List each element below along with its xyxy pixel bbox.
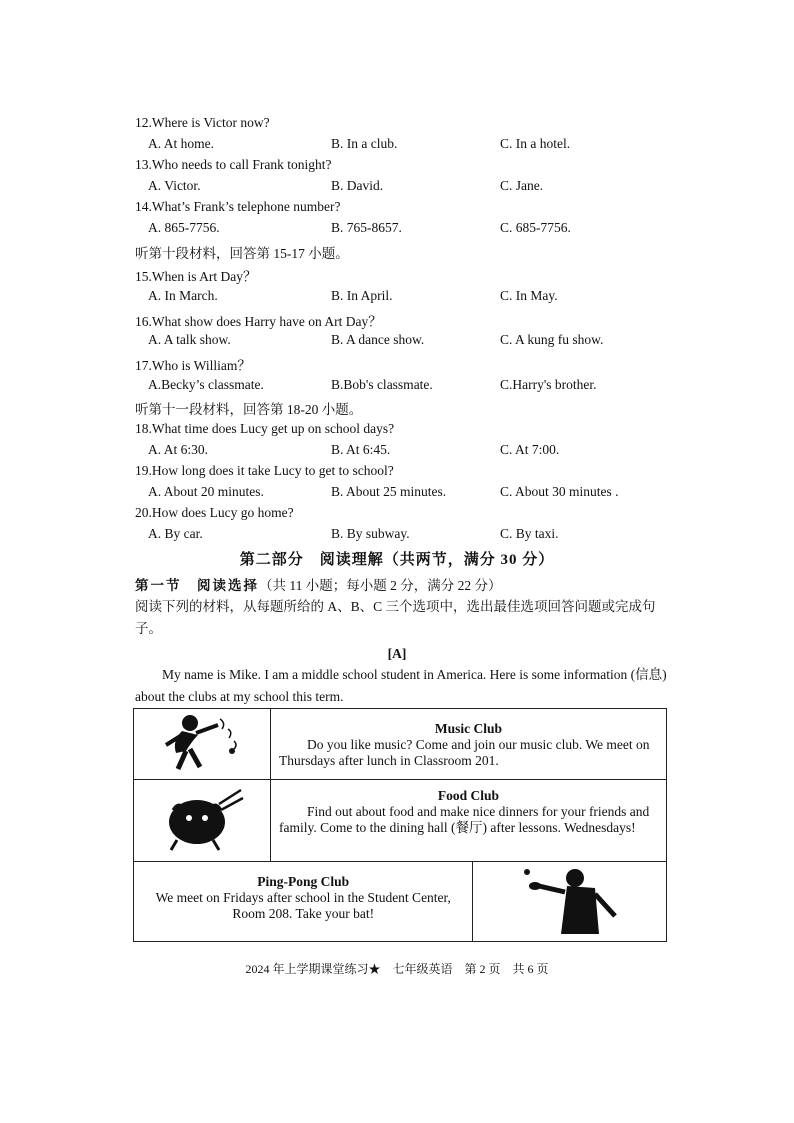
question-19: 19.How long does it take Lucy to get to school? [135, 463, 394, 478]
question-14: 14.What’s Frank’s telephone number? [135, 199, 341, 214]
clubs-table [133, 708, 667, 942]
food-club-image-cell [134, 780, 271, 862]
question-16: 16.What show does Harry have on Art Day？ [135, 314, 382, 329]
question-15: 15.When is Art Day？ [135, 269, 257, 284]
option-a: A. By car. [148, 526, 203, 541]
option-c: C.Harry's brother. [500, 377, 597, 392]
food-bowl-icon [157, 784, 247, 854]
option-a: A. At home. [148, 136, 214, 151]
music-club-name: Music Club [434, 721, 503, 736]
option-c: C. In May. [500, 288, 558, 303]
option-c: C. Jane. [500, 178, 544, 193]
option-b: B. By subway. [331, 526, 410, 541]
option-c: C. At 7:00. [500, 442, 560, 457]
option-a: A. A talk show. [148, 332, 231, 347]
option-b: B. David. [331, 178, 384, 193]
option-c: C. 685-7756. [500, 220, 571, 235]
pingpong-club-text: We meet on Fridays after school in the Student Center, Room 208. Take your bat! [155, 890, 451, 921]
option-b: B. At 6:45. [331, 442, 391, 457]
listening-instruction-11: 听第十一段材料，回答第 18-20 小题。 [135, 402, 363, 417]
option-a: A. About 20 minutes. [148, 484, 264, 499]
option-b: B. 765-8657. [331, 220, 402, 235]
question-18: 18.What time does Lucy get up on school days? [135, 421, 395, 436]
section-1-title [135, 574, 502, 594]
question-12: 12.Where is Victor now? [135, 115, 270, 130]
option-c: C. About 30 minutes . [500, 484, 619, 499]
music-club-cell [271, 709, 667, 780]
question-17: 17.Who is William？ [135, 358, 251, 373]
pingpong-club-name: Ping-Pong Club [257, 874, 350, 889]
option-a: A. In March. [148, 288, 218, 303]
part-2-title: 第二部分 阅读理解（共两节，满分 30 分） [239, 552, 555, 568]
question-13: 13.Who needs to call Frank tonight? [135, 157, 332, 172]
option-b: B. In a club. [331, 136, 398, 151]
option-a: A. At 6:30. [148, 442, 209, 457]
food-club-name: Food Club [437, 788, 500, 803]
option-b: B. A dance show. [331, 332, 425, 347]
option-b: B. In April. [331, 288, 393, 303]
reading-instruction: 阅读下列的材料，从每题所给的 A、B、C 三个选项中，选出最佳选项回答问题或完成句子。 [135, 599, 656, 636]
food-club-text: Find out about food and make nice dinners for your friends and family. Come to the dining hall (餐厅) after lessons. Wednesdays! [279, 804, 650, 835]
food-club-cell [271, 780, 667, 862]
option-b: B.Bob's classmate. [331, 377, 433, 392]
section-1-label: 第一节 阅读选择 [135, 578, 259, 593]
dancing-figure-icon [152, 711, 252, 773]
option-a: A. Victor. [148, 178, 201, 193]
music-club-image-cell [134, 709, 271, 780]
option-a: A. 865-7756. [148, 220, 220, 235]
option-c: C. In a hotel. [500, 136, 571, 151]
question-20: 20.How does Lucy go home? [135, 505, 294, 520]
option-b: B. About 25 minutes. [331, 484, 447, 499]
option-c: C. A kung fu show. [500, 332, 604, 347]
pingpong-club-cell [134, 862, 473, 942]
pingpong-club-image-cell [473, 862, 667, 942]
page-footer: 2024 年上学期课堂练习★ 七年级英语 第 2 页 共 6 页 [245, 962, 549, 976]
option-c: C. By taxi. [500, 526, 559, 541]
passage-intro: My name is Mike. I am a middle school student in America. Here is some information (信息) about the clubs at my school this term. [135, 667, 667, 704]
option-a: A.Becky’s classmate. [148, 377, 264, 392]
passage-label: [A] [387, 646, 407, 661]
section-1-detail: （共 11 小题；每小题 2 分，满分 22 分） [259, 578, 502, 593]
ping-pong-player-icon [515, 864, 625, 936]
listening-instruction-10: 听第十段材料，回答第 15-17 小题。 [135, 246, 349, 261]
music-club-text: Do you like music? Come and join our music club. We meet on Thursdays after lunch in Classroom 201. [279, 737, 650, 768]
